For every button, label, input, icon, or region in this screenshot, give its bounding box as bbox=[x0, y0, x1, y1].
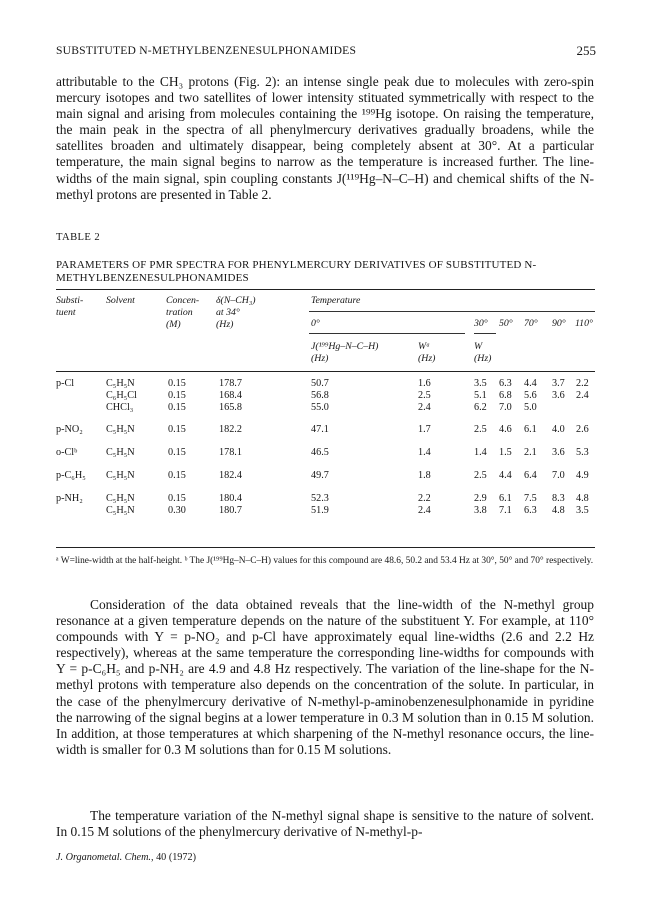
col-header-temperature: Temperature bbox=[311, 295, 361, 306]
cell-chemical-shift: 180.7 bbox=[219, 505, 242, 516]
cell-width-70: 6.4 bbox=[524, 470, 537, 481]
cell-width-0: 2.5 bbox=[418, 390, 431, 401]
cell-width-30: 1.4 bbox=[474, 447, 487, 458]
cell-width-70: 5.6 bbox=[524, 390, 537, 401]
cell-chemical-shift: 178.1 bbox=[219, 447, 242, 458]
col-header-chemical-shift: δ(N–CH₃) at 34° (Hz) bbox=[216, 295, 256, 330]
cell-width-110: 3.5 bbox=[576, 505, 589, 516]
cell-chemical-shift: 168.4 bbox=[219, 390, 242, 401]
cell-concentration: 0.15 bbox=[168, 402, 186, 413]
cell-width-50: 1.5 bbox=[499, 447, 512, 458]
cell-width-90: 4.8 bbox=[552, 505, 565, 516]
cell-width-30: 2.5 bbox=[474, 424, 487, 435]
cell-solvent: C₅H₅N bbox=[106, 424, 135, 435]
cell-concentration: 0.15 bbox=[168, 447, 186, 458]
col-header-t110: 110° bbox=[575, 318, 593, 329]
cell-coupling-constant: 55.0 bbox=[311, 402, 329, 413]
col-header-t30: 30° bbox=[474, 318, 488, 329]
header-bottom-rule bbox=[56, 371, 595, 372]
cell-solvent: C₅H₅N bbox=[106, 378, 135, 389]
cell-width-90: 4.0 bbox=[552, 424, 565, 435]
col-header-width-a: Wᵃ (Hz) bbox=[418, 341, 436, 364]
table-bottom-rule bbox=[56, 547, 595, 548]
cell-width-50: 4.6 bbox=[499, 424, 512, 435]
cell-width-30: 2.9 bbox=[474, 493, 487, 504]
cell-width-50: 4.4 bbox=[499, 470, 512, 481]
paragraph-2: Consideration of the data obtained reveals that the line-width of the N-methyl group resonance at a given temperature depends on the nature of the substituent Y. For example, at 110° compounds with Y = p-NO₂ and p-Cl have approximately equal line-widths (2.6 and 2.2 Hz respectively), whereas at the same temperature the corresponding line-widths for compounds with Y = p-C₆H₅ and p-NH₂ are 4.9 and 4.8 Hz respectively. The variation of the line-shape for the N-methyl protons with temperature also depends on the concentration of the solute. In particular, in the case of the phenylmercury derivative of N-methyl-p-aminobenzenesulphonamide in pyridine the narrowing of the signal begins at a lower temperature in 0.3 M solution than in 0.15 M solution. In addition, at those temperatures at which sharpening of the N-methyl resonance occurs, the line-width is smaller for 0.3 M solutions than for 0.15 M solutions. bbox=[56, 597, 594, 757]
cell-solvent: C₅H₅N bbox=[106, 505, 135, 516]
paragraph-1: attributable to the CH₃ protons (Fig. 2): an intense single peak due to molecules with zero-spin mercury isotopes and two satellites of lower intensity stituated symmetrically with respect to the main signal and arising from molecules containing the ¹⁹⁹Hg isotope. On raising the temperature, the main peak in the spectra of all phenylmercury derivatives gradually broadens, while the satellites broaden and ultimately disappear, being completely absent at 30°. At a particular temperature, the main signal begins to narrow as the temperature is increased further. The line-widths of the main signal, spin coupling constants J(¹¹⁹Hg–N–C–H) and chemical shifts of the N-methyl protons are presented in Table 2. bbox=[56, 74, 594, 202]
cell-coupling-constant: 52.3 bbox=[311, 493, 329, 504]
cell-substituent: p-C₆H₅ bbox=[56, 470, 86, 481]
cell-solvent: C₅H₅N bbox=[106, 447, 135, 458]
cell-width-50: 6.8 bbox=[499, 390, 512, 401]
cell-width-90: 3.7 bbox=[552, 378, 565, 389]
temperature-rule bbox=[309, 311, 595, 312]
col-header-width: W (Hz) bbox=[474, 341, 492, 364]
cell-substituent: p-NO₂ bbox=[56, 424, 83, 435]
cell-solvent: C₅H₅N bbox=[106, 493, 135, 504]
cell-substituent: p-NH₂ bbox=[56, 493, 83, 504]
sub-rule-1 bbox=[309, 333, 465, 334]
journal-name: J. Organometal. Chem., bbox=[56, 852, 154, 863]
cell-width-30: 3.8 bbox=[474, 505, 487, 516]
cell-width-0: 2.4 bbox=[418, 402, 431, 413]
col-header-solvent: Solvent bbox=[106, 295, 135, 306]
cell-width-110: 2.2 bbox=[576, 378, 589, 389]
paragraph-3: The temperature variation of the N-methyl signal shape is sensitive to the nature of solvent. In 0.15 M solutions of the phenylmercury derivative of N-methyl-p- bbox=[56, 808, 594, 840]
col-header-t50: 50° bbox=[499, 318, 513, 329]
sub-rule-2 bbox=[474, 333, 496, 334]
cell-chemical-shift: 165.8 bbox=[219, 402, 242, 413]
cell-width-110: 5.3 bbox=[576, 447, 589, 458]
cell-width-70: 6.3 bbox=[524, 505, 537, 516]
cell-width-110: 2.6 bbox=[576, 424, 589, 435]
cell-solvent: C₆H₅Cl bbox=[106, 390, 137, 401]
cell-concentration: 0.15 bbox=[168, 493, 186, 504]
page-header bbox=[56, 44, 596, 60]
cell-substituent: p-Cl bbox=[56, 378, 75, 389]
cell-coupling-constant: 51.9 bbox=[311, 505, 329, 516]
cell-solvent: C₅H₅N bbox=[106, 470, 135, 481]
table-footnote: ᵃ W=line-width at the half-height. ᵇ The J(¹⁹⁹Hg–N–C–H) values for this compound are 48.6, 50.2 and 53.4 Hz at 30°, 50° and 70° respectively. bbox=[56, 556, 594, 566]
cell-width-30: 2.5 bbox=[474, 470, 487, 481]
cell-width-70: 4.4 bbox=[524, 378, 537, 389]
journal-citation bbox=[56, 852, 196, 863]
journal-volume: 40 (1972) bbox=[156, 852, 196, 863]
cell-coupling-constant: 50.7 bbox=[311, 378, 329, 389]
cell-width-50: 6.3 bbox=[499, 378, 512, 389]
cell-concentration: 0.15 bbox=[168, 378, 186, 389]
col-header-t70: 70° bbox=[524, 318, 538, 329]
cell-width-0: 2.2 bbox=[418, 493, 431, 504]
table-title: PARAMETERS OF PMR SPECTRA FOR PHENYLMERCURY DERIVATIVES OF SUBSTITUTED N-METHYLBENZENESULPHONAMIDES bbox=[56, 259, 537, 284]
cell-width-50: 7.0 bbox=[499, 402, 512, 413]
col-header-substituent: Substi- tuent bbox=[56, 295, 84, 318]
cell-width-0: 1.7 bbox=[418, 424, 431, 435]
cell-width-90: 3.6 bbox=[552, 390, 565, 401]
cell-width-110: 4.8 bbox=[576, 493, 589, 504]
cell-width-30: 6.2 bbox=[474, 402, 487, 413]
cell-width-90: 8.3 bbox=[552, 493, 565, 504]
cell-width-70: 2.1 bbox=[524, 447, 537, 458]
cell-solvent: CHCl₃ bbox=[106, 402, 134, 413]
cell-width-110: 2.4 bbox=[576, 390, 589, 401]
col-header-t90: 90° bbox=[552, 318, 566, 329]
col-header-t0: 0° bbox=[311, 318, 320, 329]
cell-concentration: 0.15 bbox=[168, 470, 186, 481]
cell-coupling-constant: 56.8 bbox=[311, 390, 329, 401]
cell-width-0: 1.4 bbox=[418, 447, 431, 458]
cell-coupling-constant: 46.5 bbox=[311, 447, 329, 458]
cell-concentration: 0.30 bbox=[168, 505, 186, 516]
cell-width-0: 1.8 bbox=[418, 470, 431, 481]
cell-coupling-constant: 47.1 bbox=[311, 424, 329, 435]
cell-width-70: 6.1 bbox=[524, 424, 537, 435]
cell-width-90: 3.6 bbox=[552, 447, 565, 458]
cell-chemical-shift: 178.7 bbox=[219, 378, 242, 389]
page-number: 255 bbox=[576, 43, 596, 58]
cell-chemical-shift: 182.2 bbox=[219, 424, 242, 435]
cell-width-70: 5.0 bbox=[524, 402, 537, 413]
cell-width-50: 6.1 bbox=[499, 493, 512, 504]
cell-width-0: 1.6 bbox=[418, 378, 431, 389]
cell-coupling-constant: 49.7 bbox=[311, 470, 329, 481]
cell-width-50: 7.1 bbox=[499, 505, 512, 516]
cell-width-30: 5.1 bbox=[474, 390, 487, 401]
col-header-coupling: J(¹⁹⁹Hg–N–C–H) (Hz) bbox=[311, 341, 379, 364]
table-label: TABLE 2 bbox=[56, 232, 101, 243]
cell-width-70: 7.5 bbox=[524, 493, 537, 504]
cell-chemical-shift: 180.4 bbox=[219, 493, 242, 504]
col-header-concentration: Concen- tration (M) bbox=[166, 295, 200, 330]
cell-concentration: 0.15 bbox=[168, 424, 186, 435]
table-top-rule bbox=[56, 289, 595, 290]
cell-width-0: 2.4 bbox=[418, 505, 431, 516]
cell-substituent: o-Clᵇ bbox=[56, 447, 78, 458]
running-head: SUBSTITUTED N-METHYLBENZENESULPHONAMIDES bbox=[56, 44, 357, 57]
cell-width-90: 7.0 bbox=[552, 470, 565, 481]
cell-width-110: 4.9 bbox=[576, 470, 589, 481]
cell-chemical-shift: 182.4 bbox=[219, 470, 242, 481]
cell-width-30: 3.5 bbox=[474, 378, 487, 389]
cell-concentration: 0.15 bbox=[168, 390, 186, 401]
